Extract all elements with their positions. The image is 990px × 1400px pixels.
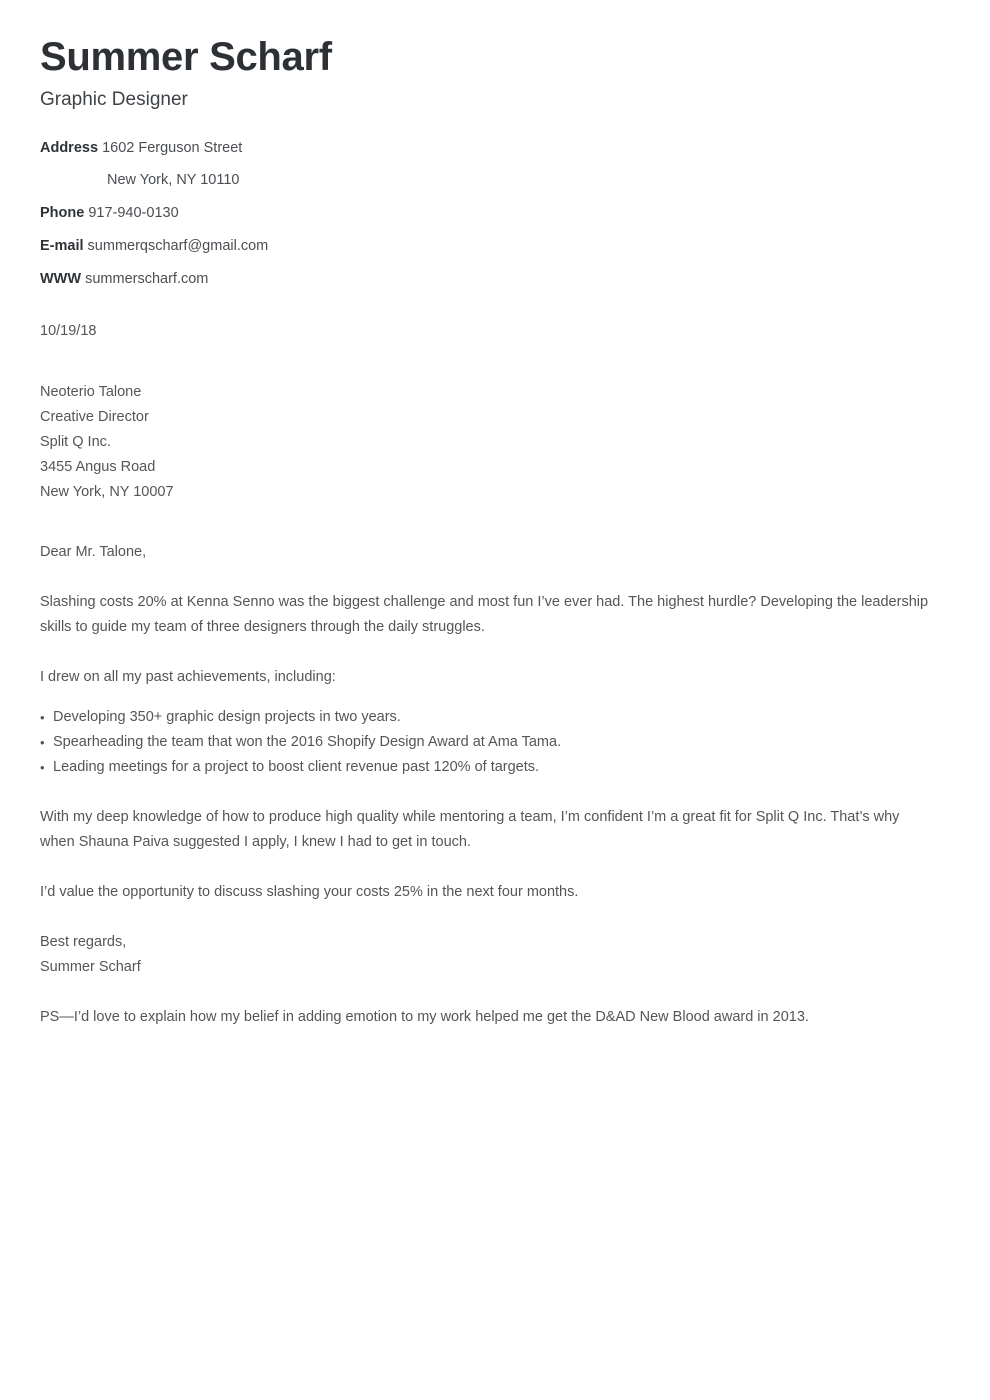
list-item: • Spearheading the team that won the 2016 Shopify Design Award at Ama Tama. bbox=[40, 730, 930, 755]
achievements-intro: I drew on all my past achievements, including: bbox=[40, 669, 336, 685]
candidate-job-title: Graphic Designer bbox=[40, 89, 188, 110]
recipient-title: Creative Director bbox=[40, 409, 149, 425]
recipient-city-state-zip: New York, NY 10007 bbox=[40, 484, 174, 500]
address-line-1: 1602 Ferguson Street bbox=[102, 140, 243, 156]
closing-phrase: Best regards, bbox=[40, 933, 127, 950]
letterhead bbox=[40, 0, 950, 112]
website-label: WWW bbox=[40, 271, 82, 287]
recipient-name: Neoterio Talone bbox=[40, 384, 142, 400]
postscript: PS—I’d love to explain how my belief in adding emotion to my work helped me get the D&AD New Blood award in 2013. bbox=[40, 1008, 809, 1025]
salutation: Dear Mr. Talone, bbox=[40, 544, 147, 560]
website-value[interactable]: summerscharf.com bbox=[85, 271, 209, 287]
signature-name: Summer Scharf bbox=[40, 958, 141, 975]
contact-row-address bbox=[40, 138, 950, 190]
email-label: E-mail bbox=[40, 238, 84, 254]
recipient-company: Split Q Inc. bbox=[40, 434, 111, 450]
letter-body bbox=[40, 321, 930, 1030]
address-line-2: New York, NY 10110 bbox=[107, 172, 240, 188]
body-paragraph-1: Slashing costs 20% at Kenna Senno was the biggest challenge and most fun I’ve ever had. The highest hurdle? Developing the leadership skills to guide my team of three designers through the daily struggles. bbox=[40, 594, 929, 635]
contact-row-website bbox=[40, 269, 950, 289]
recipient-street: 3455 Angus Road bbox=[40, 459, 156, 475]
phone-value: 917-940-0130 bbox=[88, 205, 179, 221]
letter-date: 10/19/18 bbox=[40, 323, 97, 339]
body-paragraph-2: With my deep knowledge of how to produce high quality while mentoring a team, I’m confident I’m a great fit for Split Q Inc. That’s why when Shauna Paiva suggested I apply, I knew I had to get in touch. bbox=[40, 808, 900, 850]
email-value[interactable]: summerqscharf@gmail.com bbox=[87, 238, 269, 254]
recipient-address-block bbox=[40, 380, 930, 505]
contact-details bbox=[40, 138, 950, 289]
contact-row-phone bbox=[40, 203, 950, 223]
phone-label: Phone bbox=[40, 205, 85, 221]
list-item: • Leading meetings for a project to boost client revenue past 120% of targets. bbox=[40, 755, 930, 780]
achievements-list bbox=[40, 705, 930, 780]
address-label: Address bbox=[40, 140, 99, 156]
candidate-name: Summer Scharf bbox=[40, 35, 332, 79]
contact-row-email bbox=[40, 236, 950, 256]
body-paragraph-3: I’d value the opportunity to discuss slashing your costs 25% in the next four months. bbox=[40, 883, 579, 900]
list-item: • Developing 350+ graphic design projects in two years. bbox=[40, 705, 930, 730]
signoff-block bbox=[40, 930, 930, 980]
